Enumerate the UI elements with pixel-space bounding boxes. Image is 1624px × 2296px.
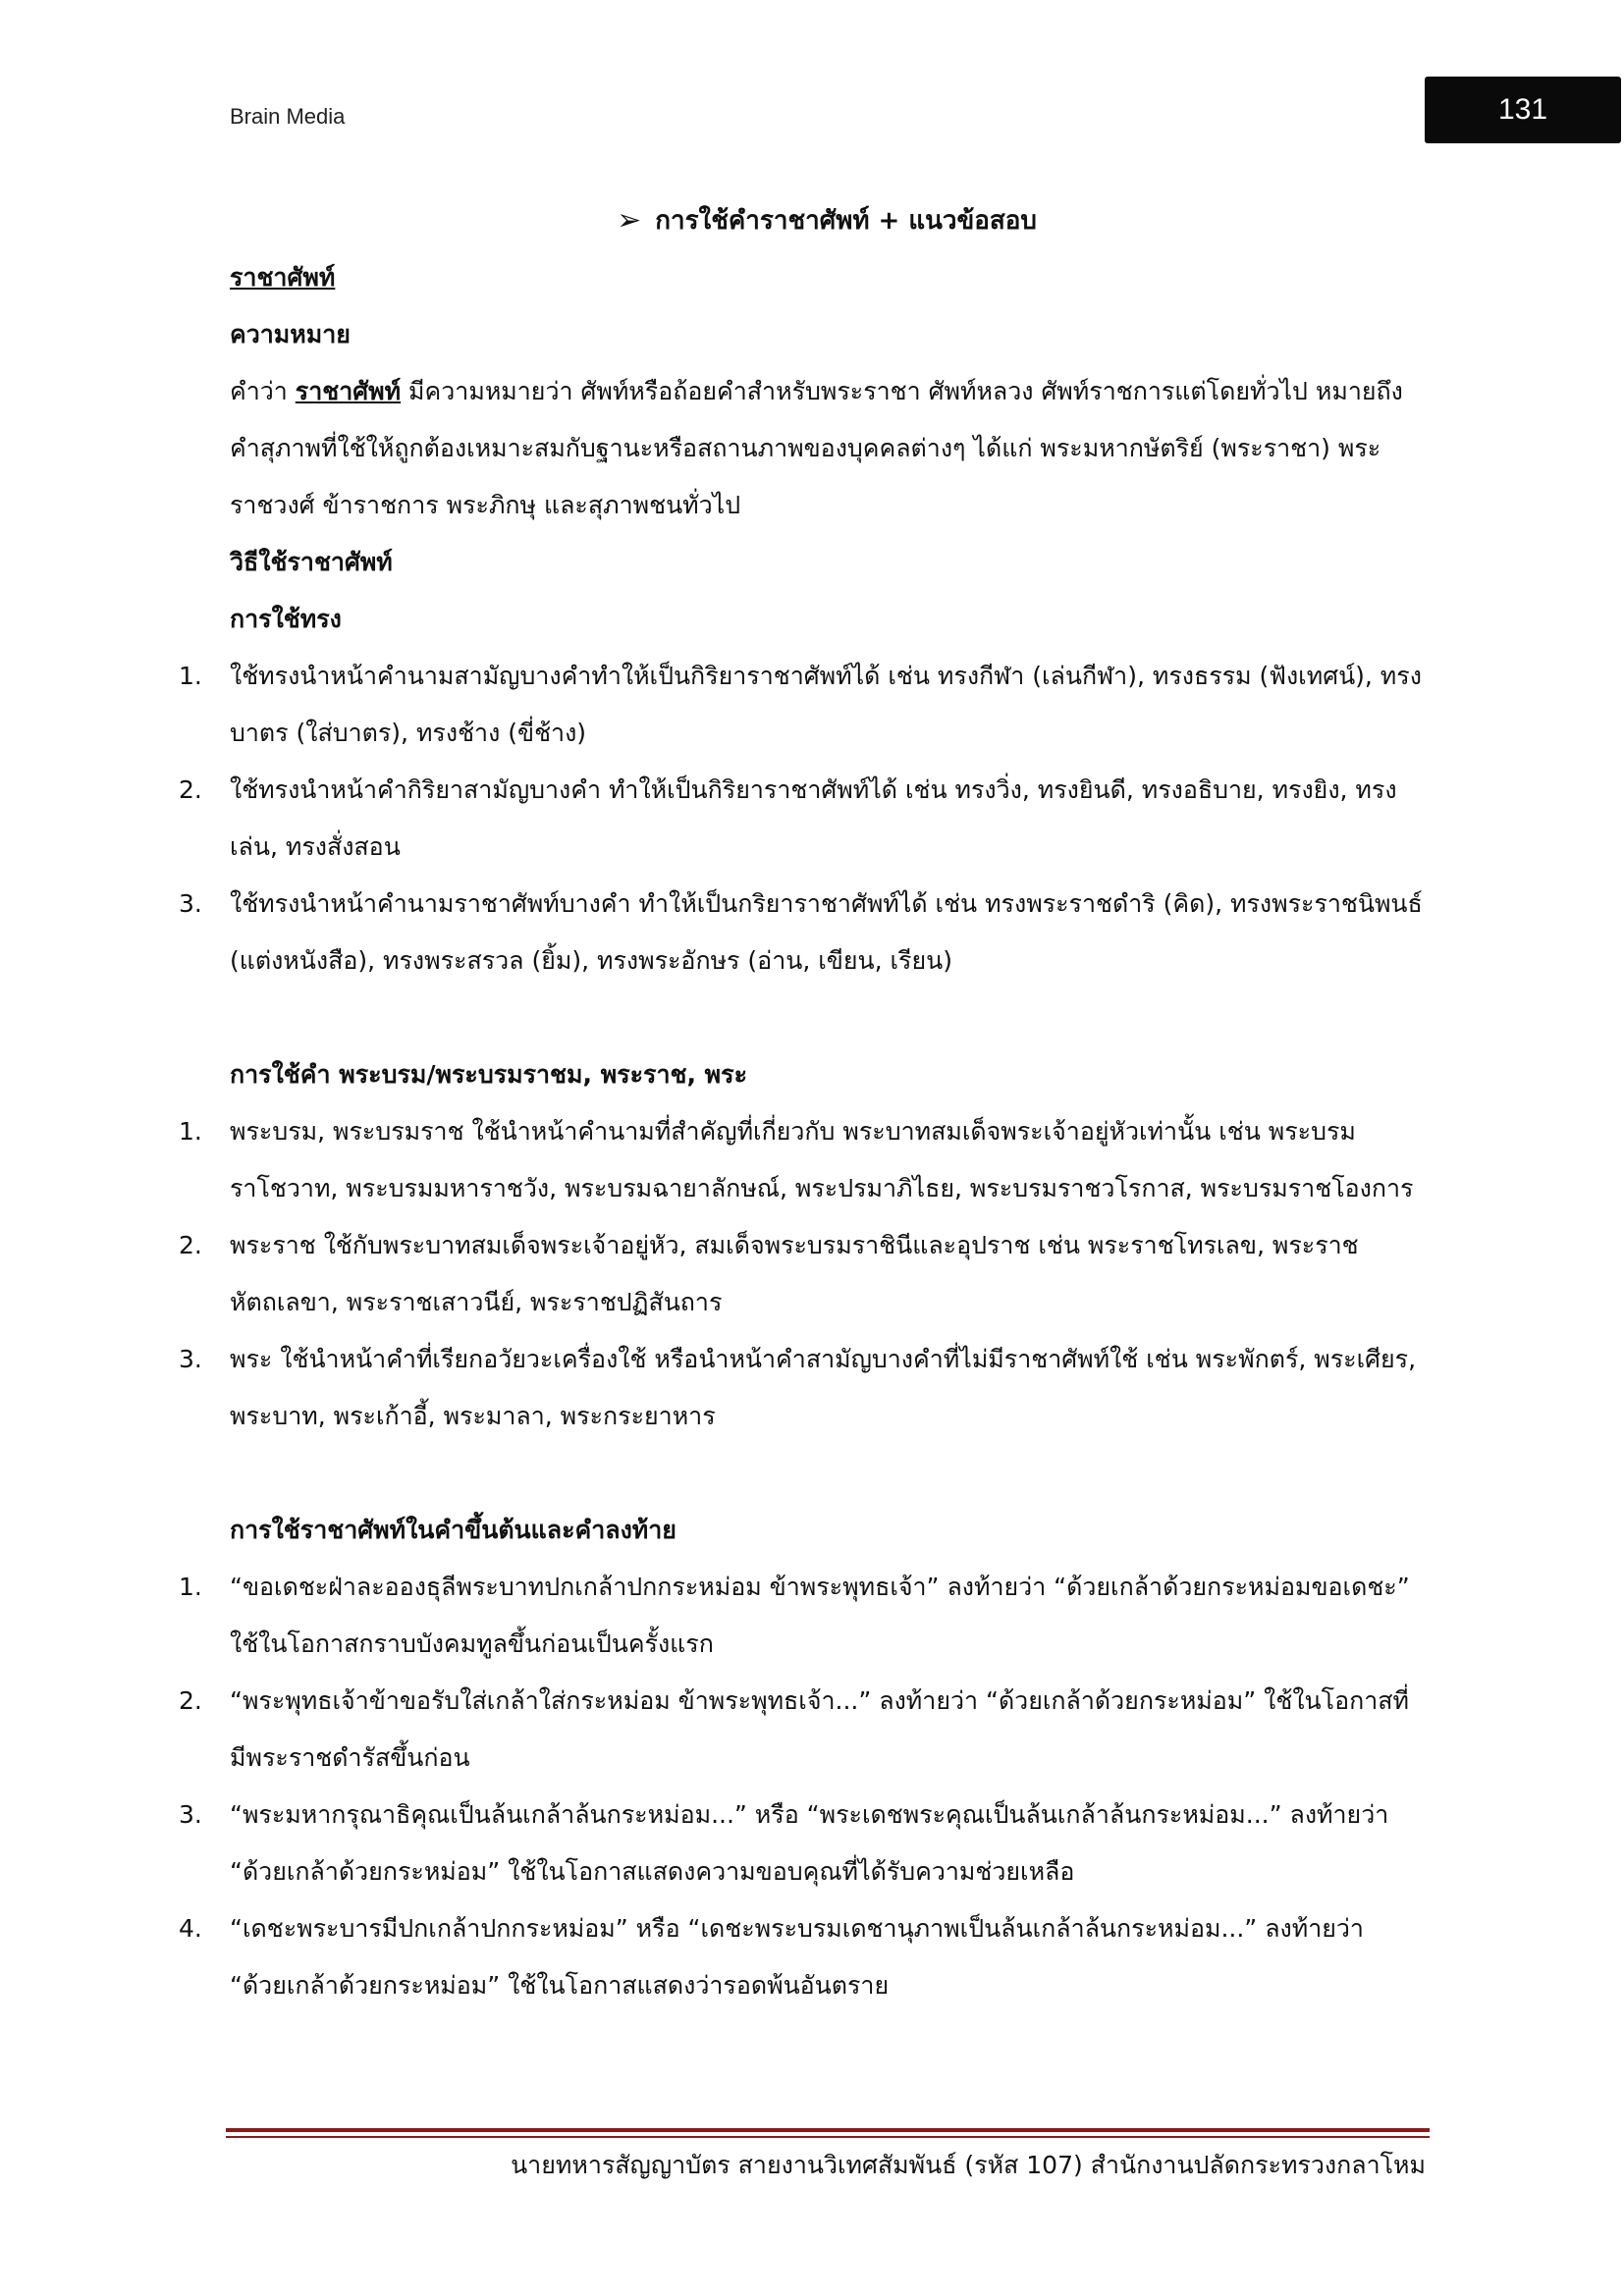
arrow-bullet-icon: ➢ <box>617 203 642 238</box>
song-heading: การใช้ทรง <box>230 605 342 633</box>
list-text: ใช้ทรงนำหน้าคำนามสามัญบางคำทำให้เป็นกิริยาราชาศัพท์ได้ เช่น ทรงกีฬา (เล่นกีฬา), ทรงธรรม (ฟังเทศน์), ทรงบาตร (ใส่บาตร), ทรงช้าง (ขี่ช้าง) <box>230 662 1422 747</box>
list-item <box>179 1217 1424 1331</box>
list-item <box>179 762 1424 876</box>
list-item <box>179 1331 1424 1445</box>
footer-divider-thick <box>226 2128 1430 2132</box>
list-text: “ขอเดชะฝ่าละอองธุลีพระบาทปกเกล้าปกกระหม่อม ข้าพระพุทธเจ้า” ลงท้ายว่า “ด้วยเกล้าด้วยกระหม่อมขอเดชะ” ใช้ในโอกาสกราบบังคมทูลขึ้นก่อนเป็นครั้งแรก <box>230 1573 1410 1658</box>
list-text: พระราช ใช้กับพระบาทสมเด็จพระเจ้าอยู่หัว, สมเด็จพระบรมราชินีและอุปราช เช่น พระราชโทรเลข, พระราชหัตถเลขา, พระราชเสาวนีย์, พระราชปฏิสันถาร <box>230 1231 1359 1316</box>
footer-text: นายทหารสัญญาบัตร สายงานวิเทศสัมพันธ์ (รหัส 107) สำนักงานปลัดกระทรวงกลาโหม <box>511 2151 1426 2179</box>
title-text: การใช้คำราชาศัพท์ + แนวข้อสอบ <box>655 206 1037 236</box>
list-item <box>179 1103 1424 1217</box>
footer-divider-thin <box>226 2136 1430 2138</box>
brand-name: Brain Media <box>230 104 346 129</box>
openclose-list <box>179 1559 1424 2014</box>
section-heading: ราชาศัพท์ <box>230 263 336 292</box>
list-number: 2. <box>179 1686 202 1715</box>
list-text: “เดชะพระบารมีปกเกล้าปกกระหม่อม” หรือ “เดชะพระบรมเดชานุภาพเป็นล้นเกล้าล้นกระหม่อม...” ลงท้ายว่า “ด้วยเกล้าด้วยกระหม่อม” ใช้ในโอกาสแสดงว่ารอดพ้นอันตราย <box>230 1914 1364 2000</box>
list-number: 2. <box>179 775 202 804</box>
openclose-heading: การใช้ราชาศัพท์ในคำขึ้นต้นและคำลงท้าย <box>230 1516 677 1544</box>
meaning-term: ราชาศัพท์ <box>295 377 402 405</box>
list-number: 3. <box>179 889 202 918</box>
list-number: 1. <box>179 1117 202 1146</box>
meaning-lead: คำว่า <box>230 377 296 405</box>
list-item <box>179 876 1424 989</box>
list-number: 1. <box>179 662 202 690</box>
list-number: 3. <box>179 1345 202 1373</box>
list-text: ใช้ทรงนำหน้าคำนามราชาศัพท์บางคำ ทำให้เป็นกริยาราชาศัพท์ได้ เช่น ทรงพระราชดำริ (คิด), ทรงพระราชนิพนธ์ (แต่งหนังสือ), ทรงพระสรวล (ยิ้ม), ทรงพระอักษร (อ่าน, เขียน, เรียน) <box>230 889 1423 975</box>
method-heading: วิธีใช้ราชาศัพท์ <box>230 548 393 576</box>
list-text: “พระพุทธเจ้าข้าขอรับใส่เกล้าใส่กระหม่อม ข้าพระพุทธเจ้า...” ลงท้ายว่า “ด้วยเกล้าด้วยกระหม่อม” ใช้ในโอกาสที่มีพระราชดำรัสขึ้นก่อน <box>230 1686 1410 1772</box>
meaning-body: มีความหมายว่า ศัพท์หรือถ้อยคำสำหรับพระราชา ศัพท์หลวง ศัพท์ราชการแต่โดยทั่วไป หมายถึง คำสุภาพที่ใช้ให้ถูกต้องเหมาะสมกับฐานะหรือสถานภาพของบุคคลต่างๆ ได้แก่ พระมหากษัตริย์ (พระราชา) พระราชวงศ์ ข้าราชการ พระภิกษุ และสุภาพชนทั่วไป <box>230 377 1403 519</box>
list-item <box>179 648 1424 762</box>
list-item <box>179 1900 1424 2014</box>
list-item <box>179 1673 1424 1787</box>
meaning-paragraph <box>230 363 1424 534</box>
list-number: 1. <box>179 1573 202 1601</box>
document-title <box>230 192 1424 249</box>
list-item <box>179 1787 1424 1900</box>
list-number: 3. <box>179 1800 202 1829</box>
meaning-heading: ความหมาย <box>230 320 351 348</box>
page-content <box>179 192 1424 2014</box>
footer-divider <box>226 2128 1430 2140</box>
list-text: พระบรม, พระบรมราช ใช้นำหน้าคำนามที่สำคัญที่เกี่ยวกับ พระบาทสมเด็จพระเจ้าอยู่หัวเท่านั้น เช่น พระบรมราโชวาท, พระบรมมหาราชวัง, พระบรมฉายาลักษณ์, พระปรมาภิไธย, พระบรมราชวโรกาส, พระบรมราชโองการ <box>230 1117 1414 1202</box>
list-item <box>179 1559 1424 1673</box>
list-number: 2. <box>179 1231 202 1259</box>
phra-heading: การใช้คำ พระบรม/พระบรมราชม, พระราช, พระ <box>230 1060 748 1089</box>
list-text: ใช้ทรงนำหน้าคำกิริยาสามัญบางคำ ทำให้เป็นกิริยาราชาศัพท์ได้ เช่น ทรงวิ่ง, ทรงยินดี, ทรงอธิบาย, ทรงยิง, ทรงเล่น, ทรงสั่งสอน <box>230 775 1397 861</box>
song-list <box>179 648 1424 989</box>
phra-list <box>179 1103 1424 1445</box>
list-number: 4. <box>179 1914 202 1943</box>
list-text: “พระมหากรุณาธิคุณเป็นล้นเกล้าล้นกระหม่อม...” หรือ “พระเดชพระคุณเป็นล้นเกล้าล้นกระหม่อม...” ลงท้ายว่า “ด้วยเกล้าด้วยกระหม่อม” ใช้ในโอกาสแสดงความขอบคุณที่ได้รับความช่วยเหลือ <box>230 1800 1389 1886</box>
list-text: พระ ใช้นำหน้าคำที่เรียกอวัยวะเครื่องใช้ หรือนำหน้าคำสามัญบางคำที่ไม่มีราชาศัพท์ใช้ เช่น พระพักตร์, พระเศียร, พระบาท, พระเก้าอี้, พระมาลา, พระกระยาหาร <box>230 1345 1417 1430</box>
page-number: 131 <box>1425 77 1621 143</box>
